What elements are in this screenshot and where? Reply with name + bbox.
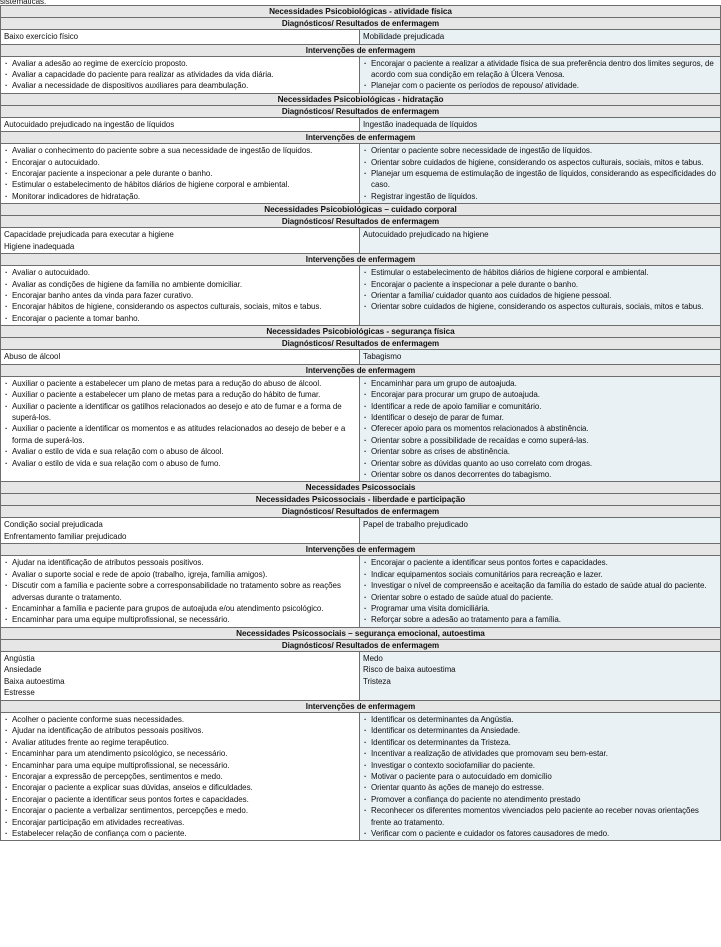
intervention-item: · Identificar os determinantes da Tristeza. [363,737,717,748]
diagnoses-header: Diagnósticos/ Resultados de enfermagem [1,640,720,652]
interventions-right-cell [360,144,720,203]
intervention-item: · Avaliar a capacidade do paciente para realizar as atividades da vida diária. [4,69,356,80]
diagnosis-item: Condição social prejudicada [4,520,103,530]
intervention-item: · Auxiliar o paciente a identificar os gatilhos relacionados ao desejo e ato de fumar e a forma de superá-los. [4,401,356,424]
intervention-item: · Encorajar paciente a inspecionar a pele durante o banho. [4,168,356,179]
diagnosis-item: Estresse [4,688,35,698]
intervention-item: · Indicar equipamentos sociais comunitários para recreação e lazer. [363,569,717,580]
intervention-item: · Encorajar para procurar um grupo de autoajuda. [363,389,717,400]
interventions-header: Intervenções de enfermagem [1,701,720,713]
intervention-item: · Auxiliar o paciente a estabelecer um plano de metas para a redução do hábito de fumar. [4,389,356,400]
interventions-header: Intervenções de enfermagem [1,132,720,144]
interventions-right-cell [360,377,720,482]
intervention-item: · Encorajar o paciente a verbalizar sentimentos, percepções e medo. [4,805,356,816]
diagnosis-item: Capacidade prejudicada para executar a higiene [4,230,174,240]
intervention-item: · Encorajar o paciente a explicar suas dúvidas, anseios e dificuldades. [4,782,356,793]
section-title: Necessidades Psicobiológicas – cuidado corporal [1,204,720,216]
intervention-item: · Encorajar participação em atividades recreativas. [4,817,356,828]
intervention-item: · Identificar os determinantes da Ansiedade. [363,725,717,736]
diagnoses-right-cell [360,118,720,132]
intervention-item: · Estimular o estabelecimento de hábitos diários de higiene corporal e ambiental. [363,267,717,278]
cut-off-caption: sistemáticas. [0,0,47,6]
nursing-care-table [0,5,721,841]
intervention-item: · Encorajar o paciente a realizar a atividade física de sua preferência dentro dos limites seguros, de acordo com sua condição em relação à Úlcera Venosa. [363,58,717,81]
intervention-item: · Orientar sobre as crises de abstinência. [363,446,717,457]
intervention-item: · Monitorar indicadores de hidratação. [4,191,356,202]
diagnosis-item: Mobilidade prejudicada [363,32,445,41]
intervention-item: · Identificar os determinantes da Angústia. [363,714,717,725]
intervention-item: · Identificar a rede de apoio familiar e comunitário. [363,401,717,412]
section-title: Necessidades Psicobiológicas - hidratação [1,94,720,106]
diagnoses-row [1,350,720,365]
intervention-item: · Discutir com a família e paciente sobre a corresponsabilidade no tratamento sobre as reações adversas durante o tratamento. [4,580,356,603]
interventions-header: Intervenções de enfermagem [1,45,720,57]
intervention-item: · Investigar o contexto sociofamiliar do paciente. [363,760,717,771]
diagnoses-row [1,30,720,45]
intervention-item: · Encaminhar para um grupo de autoajuda. [363,378,717,389]
diagnosis-item: Ingestão inadequada de líquidos [363,119,478,129]
section-title: Necessidades Psicossociais - liberdade e participação [1,494,720,506]
intervention-item: · Avaliar as condições de higiene da família no ambiente domiciliar. [4,279,356,290]
diagnoses-row [1,518,720,544]
diagnoses-header: Diagnósticos/ Resultados de enfermagem [1,338,720,350]
intervention-item: · Orientar sobre cuidados de higiene, considerando os aspectos culturais, sociais, mitos e tabus. [363,157,717,168]
interventions-left-cell [1,556,360,626]
intervention-item: · Registrar ingestão de líquidos. [363,191,717,202]
interventions-row [1,377,720,483]
interventions-left-cell [1,57,360,93]
interventions-row [1,556,720,627]
interventions-right-cell [360,713,720,840]
diagnoses-header: Diagnósticos/ Resultados de enfermagem [1,216,720,228]
intervention-item: · Orientar sobre os danos decorrentes do tabagismo. [363,469,717,480]
intervention-item: · Auxiliar o paciente a identificar os momentos e as atitudes relacionados ao desejo de beber e a forma de superá-los. [4,423,356,446]
intervention-item: · Encorajar o paciente a inspecionar a pele durante o banho. [363,279,717,290]
diagnosis-item: Autocuidado prejudicado na ingestão de líquidos [4,119,175,129]
diagnosis-item: Risco de baixa autoestima [363,665,456,675]
intervention-item: · Ajudar na identificação de atributos pessoais positivos. [4,725,356,736]
intervention-item: · Encorajar o autocuidado. [4,157,356,168]
intervention-item: · Orientar sobre a possibilidade de recaídas e como superá-las. [363,435,717,446]
diagnoses-left-cell [1,518,360,543]
intervention-item: · Encorajar hábitos de higiene, considerando os aspectos culturais, sociais, mitos e tabus. [4,301,356,312]
intervention-item: · Encorajar o paciente a identificar seus pontos fortes e capacidades. [363,557,717,568]
interventions-left-cell [1,144,360,203]
section-title: Necessidades Psicossociais – segurança emocional, autoestima [1,628,720,640]
diagnoses-header: Diagnósticos/ Resultados de enfermagem [1,106,720,118]
interventions-row [1,266,720,326]
diagnoses-left-cell [1,30,360,44]
interventions-right-cell [360,556,720,626]
intervention-item: · Incentivar a realização de atividades que promovam seu bem-estar. [363,748,717,759]
diagnosis-item: Medo [363,653,383,663]
intervention-item: · Avaliar o estilo de vida e sua relação com o abuso de álcool. [4,446,356,457]
intervention-item: · Oferecer apoio para os momentos relacionados à abstinência. [363,423,717,434]
interventions-row [1,144,720,204]
intervention-item: · Encorajar banho antes da vinda para fazer curativo. [4,290,356,301]
diagnosis-item: Autocuidado prejudicado na higiene [363,230,489,240]
intervention-item: · Reforçar sobre a adesão ao tratamento para a família. [363,614,717,625]
intervention-item: · Orientar sobre cuidados de higiene, considerando os aspectos culturais, sociais, mitos e tabus. [363,301,717,312]
interventions-left-cell [1,713,360,840]
diagnosis-item: Tristeza [363,676,391,686]
diagnoses-left-cell [1,350,360,364]
intervention-item: · Identificar o desejo de parar de fumar. [363,412,717,423]
section-title: Necessidades Psicobiológicas - atividade física [1,6,720,18]
interventions-right-cell [360,57,720,93]
intervention-item: · Encaminhar a família e paciente para grupos de autoajuda e/ou atendimento psicológico. [4,603,356,614]
intervention-item: · Planejar um esquema de estimulação de ingestão de líquidos, considerando as especificidades do caso. [363,168,717,191]
intervention-item: · Acolher o paciente conforme suas necessidades. [4,714,356,725]
diagnosis-item: Abuso de álcool [4,352,61,362]
diagnoses-row [1,652,720,701]
intervention-item: · Orientar a família/ cuidador quanto aos cuidados de higiene pessoal. [363,290,717,301]
diagnoses-left-cell [1,118,360,132]
intervention-item: · Avaliar o suporte social e rede de apoio (trabalho, igreja, família amigos). [4,569,356,580]
interventions-left-cell [1,377,360,482]
intervention-item: · Orientar o paciente sobre necessidade de ingestão de líquidos. [363,145,717,156]
interventions-right-cell [360,266,720,325]
intervention-item: · Orientar sobre as dúvidas quanto ao uso correlato com drogas. [363,458,717,469]
diagnosis-item: Baixa autoestima [4,676,65,686]
intervention-item: · Motivar o paciente para o autocuidado em domicílio [363,771,717,782]
intervention-item: · Orientar quanto às ações de manejo do estresse. [363,782,717,793]
diagnoses-header: Diagnósticos/ Resultados de enfermagem [1,506,720,518]
intervention-item: · Encaminhar para um atendimento psicológico, se necessário. [4,748,356,759]
diagnosis-item: Ansiedade [4,665,42,675]
diagnoses-left-cell [1,652,360,700]
diagnosis-item: Baixo exercício físico [4,32,79,41]
intervention-item: · Avaliar a adesão ao regime de exercício proposto. [4,58,356,69]
diagnosis-item: Angústia [4,653,35,663]
diagnoses-row [1,118,720,133]
intervention-item: · Avaliar atitudes frente ao regime terapêutico. [4,737,356,748]
intervention-item: · Encorajar o paciente a identificar seus pontos fortes e capacidades. [4,794,356,805]
group-title: Necessidades Psicossociais [1,482,720,494]
diagnosis-item: Tabagismo [363,352,402,362]
diagnosis-item: Enfrentamento familiar prejudicado [4,531,127,541]
intervention-item: · Encorajar a expressão de percepções, sentimentos e medo. [4,771,356,782]
interventions-header: Intervenções de enfermagem [1,544,720,556]
interventions-left-cell [1,266,360,325]
diagnoses-right-cell [360,518,720,543]
diagnosis-item: Higiene inadequada [4,241,75,251]
intervention-item: · Encorajar o paciente a tomar banho. [4,313,356,324]
intervention-item: · Orientar sobre o estado de saúde atual do paciente. [363,592,717,603]
diagnoses-right-cell [360,652,720,700]
diagnoses-right-cell [360,228,720,253]
interventions-header: Intervenções de enfermagem [1,365,720,377]
intervention-item: · Reconhecer os diferentes momentos vivenciados pelo paciente ao receber novas orientações frente ao tratamento. [363,805,717,828]
intervention-item: · Avaliar o conhecimento do paciente sobre a sua necessidade de ingestão de líquidos. [4,145,356,156]
intervention-item: · Avaliar o estilo de vida e sua relação com o abuso de fumo. [4,458,356,469]
section-title: Necessidades Psicobiológicas - segurança física [1,326,720,338]
intervention-item: · Encaminhar para uma equipe multiprofissional, se necessário. [4,614,356,625]
intervention-item: · Planejar com o paciente os períodos de repouso/ atividade. [363,80,717,91]
interventions-row [1,57,720,94]
intervention-item: · Avaliar o autocuidado. [4,267,356,278]
intervention-item: · Encaminhar para uma equipe multiprofissional, se necessário. [4,760,356,771]
intervention-item: · Avaliar a necessidade de dispositivos auxiliares para deambulação. [4,80,356,91]
intervention-item: · Programar uma visita domiciliária. [363,603,717,614]
interventions-row [1,713,720,841]
diagnoses-left-cell [1,228,360,253]
intervention-item: · Estimular o estabelecimento de hábitos diários de higiene corporal e ambiental. [4,179,356,190]
diagnoses-right-cell [360,30,720,44]
intervention-item: · Verificar com o paciente e cuidador os fatores causadores de medo. [363,828,717,839]
diagnoses-row [1,228,720,254]
intervention-item: · Promover a confiança do paciente no atendimento prestado [363,794,717,805]
interventions-header: Intervenções de enfermagem [1,254,720,266]
intervention-item: · Estabelecer relação de confiança com o paciente. [4,828,356,839]
intervention-item: · Investigar o nível de compreensão e aceitação da família do estado de saúde atual do paciente. [363,580,717,591]
intervention-item: · Ajudar na identificação de atributos pessoais positivos. [4,557,356,568]
diagnoses-header: Diagnósticos/ Resultados de enfermagem [1,18,720,30]
intervention-item: · Auxiliar o paciente a estabelecer um plano de metas para a redução do abuso de álcool. [4,378,356,389]
diagnosis-item: Papel de trabalho prejudicado [363,520,468,530]
diagnoses-right-cell [360,350,720,364]
